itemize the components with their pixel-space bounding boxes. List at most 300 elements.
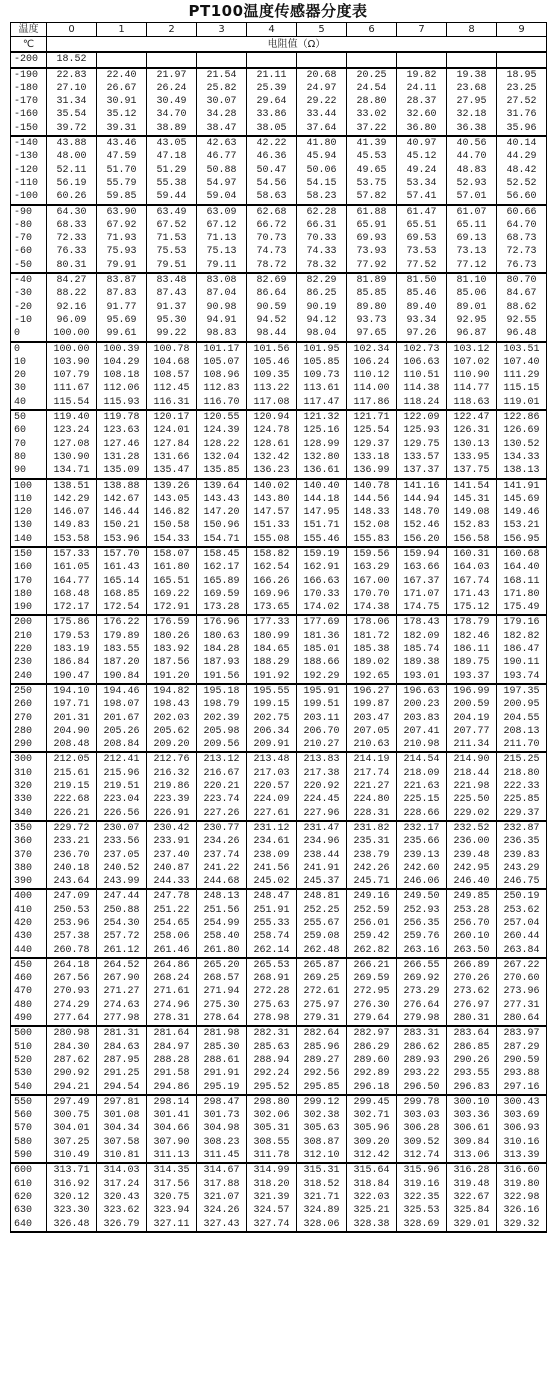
- temperature-cell: -150: [11, 122, 47, 136]
- resistance-cell: 142.29: [47, 493, 97, 506]
- resistance-cell: 212.05: [47, 752, 97, 766]
- resistance-cell: 153.96: [97, 533, 147, 547]
- resistance-cell: 321.39: [247, 1191, 297, 1204]
- resistance-cell: 165.14: [97, 575, 147, 588]
- resistance-cell: 274.96: [147, 999, 197, 1012]
- resistance-cell: 262.14: [247, 944, 297, 958]
- resistance-cell: 311.13: [147, 1149, 197, 1163]
- resistance-cell: 301.41: [147, 1109, 197, 1122]
- table-row: [11, 519, 547, 532]
- resistance-cell: 309.20: [347, 1136, 397, 1149]
- resistance-cell: 255.67: [297, 917, 347, 930]
- resistance-cell: 260.44: [497, 930, 547, 943]
- table-row: [11, 245, 547, 258]
- resistance-cell: 75.53: [147, 245, 197, 258]
- table-row: [11, 150, 547, 163]
- resistance-cell: 224.09: [247, 793, 297, 806]
- resistance-cell: 241.56: [247, 862, 297, 875]
- resistance-cell: 193.74: [497, 670, 547, 684]
- resistance-cell: 21.97: [147, 68, 197, 82]
- resistance-cell: 251.91: [247, 904, 297, 917]
- resistance-cell: 190.11: [497, 656, 547, 669]
- resistance-cell: 186.84: [47, 656, 97, 669]
- resistance-cell: 186.11: [447, 643, 497, 656]
- resistance-cell: 169.96: [247, 588, 297, 601]
- resistance-cell: 165.51: [147, 575, 197, 588]
- resistance-cell: 141.54: [447, 479, 497, 493]
- resistance-cell: 161.80: [147, 561, 197, 574]
- resistance-cell: 297.81: [97, 1095, 147, 1109]
- resistance-cell: 22.83: [47, 68, 97, 82]
- resistance-cell: 201.31: [47, 712, 97, 725]
- temperature-cell: 60: [11, 424, 47, 437]
- resistance-cell: 178.79: [447, 615, 497, 629]
- resistance-cell: 282.31: [247, 1026, 297, 1040]
- resistance-cell: 121.71: [347, 410, 397, 424]
- resistance-cell: 175.49: [497, 601, 547, 615]
- resistance-cell: 322.35: [397, 1191, 447, 1204]
- resistance-cell: 249.50: [397, 889, 447, 903]
- resistance-cell: 161.05: [47, 561, 97, 574]
- resistance-cell: 180.26: [147, 630, 197, 643]
- resistance-cell: 324.26: [197, 1204, 247, 1217]
- resistance-cell: 156.20: [397, 533, 447, 547]
- resistance-cell: 82.29: [297, 273, 347, 287]
- resistance-cell: 314.03: [97, 1163, 147, 1177]
- resistance-cell: 221.63: [397, 780, 447, 793]
- resistance-cell: 21.54: [197, 68, 247, 82]
- resistance-cell: 150.96: [197, 519, 247, 532]
- resistance-cell: 46.36: [247, 150, 297, 163]
- table-row: [11, 369, 547, 382]
- table-row: [11, 821, 547, 835]
- resistance-cell: 279.64: [347, 1012, 397, 1026]
- temperature-cell: 400: [11, 889, 47, 903]
- resistance-cell: 247.09: [47, 889, 97, 903]
- resistance-cell: 313.39: [497, 1149, 547, 1163]
- resistance-cell: 152.83: [447, 519, 497, 532]
- resistance-cell: 213.12: [197, 752, 247, 766]
- resistance-cell: 21.11: [247, 68, 297, 82]
- temperature-cell: 640: [11, 1218, 47, 1232]
- resistance-cell: 254.65: [147, 917, 197, 930]
- resistance-cell: 308.23: [197, 1136, 247, 1149]
- resistance-cell: 264.52: [97, 958, 147, 972]
- table-row: [11, 301, 547, 314]
- resistance-cell: 217.03: [247, 767, 297, 780]
- resistance-cell: 242.26: [347, 862, 397, 875]
- resistance-cell: 89.01: [447, 301, 497, 314]
- resistance-cell: 42.22: [247, 136, 297, 150]
- resistance-cell: 187.93: [197, 656, 247, 669]
- resistance-cell: 190.47: [47, 670, 97, 684]
- resistance-cell: 136.61: [297, 464, 347, 478]
- resistance-cell: 236.00: [447, 835, 497, 848]
- resistance-cell: 25.39: [247, 82, 297, 95]
- resistance-cell: 293.22: [397, 1067, 447, 1080]
- resistance-cell: 76.33: [47, 245, 97, 258]
- resistance-cell: 133.95: [447, 451, 497, 464]
- resistance-cell: 127.84: [147, 438, 197, 451]
- resistance-cell: 275.97: [297, 999, 347, 1012]
- resistance-cell: 290.92: [47, 1067, 97, 1080]
- resistance-cell: 198.43: [147, 698, 197, 711]
- resistance-cell: 131.66: [147, 451, 197, 464]
- resistance-cell: 214.54: [397, 752, 447, 766]
- resistance-cell: 256.35: [397, 917, 447, 930]
- resistance-cell: 294.54: [97, 1081, 147, 1095]
- resistance-cell: 259.08: [297, 930, 347, 943]
- resistance-cell: 143.80: [247, 493, 297, 506]
- resistance-cell: 296.18: [347, 1081, 397, 1095]
- resistance-cell: 260.10: [447, 930, 497, 943]
- temperature-cell: 560: [11, 1109, 47, 1122]
- resistance-cell: 113.61: [297, 382, 347, 395]
- resistance-cell: 268.24: [147, 972, 197, 985]
- resistance-cell: 295.85: [297, 1081, 347, 1095]
- resistance-cell: 88.62: [497, 301, 547, 314]
- temperature-cell: -40: [11, 273, 47, 287]
- resistance-cell: 267.22: [497, 958, 547, 972]
- resistance-cell: 309.52: [397, 1136, 447, 1149]
- resistance-cell: 35.54: [47, 108, 97, 121]
- unit-header-row: [11, 37, 547, 53]
- resistance-cell: 300.75: [47, 1109, 97, 1122]
- resistance-cell: 139.64: [197, 479, 247, 493]
- resistance-cell: 176.59: [147, 615, 197, 629]
- resistance-cell: 224.45: [297, 793, 347, 806]
- resistance-cell: 298.47: [197, 1095, 247, 1109]
- resistance-cell: 158.45: [197, 547, 247, 561]
- column-header: 6: [347, 23, 397, 37]
- resistance-cell: 28.80: [347, 95, 397, 108]
- temperature-cell: 600: [11, 1163, 47, 1177]
- resistance-cell: 63.09: [197, 205, 247, 219]
- resistance-cell: 252.25: [297, 904, 347, 917]
- column-header: 4: [247, 23, 297, 37]
- temperature-cell: -110: [11, 177, 47, 190]
- resistance-cell: 316.60: [497, 1163, 547, 1177]
- resistance-cell: 168.11: [497, 575, 547, 588]
- resistance-cell: 81.50: [397, 273, 447, 287]
- resistance-cell: 326.48: [47, 1218, 97, 1232]
- table-row: [11, 314, 547, 327]
- resistance-cell: 61.88: [347, 205, 397, 219]
- resistance-cell: 304.66: [147, 1122, 197, 1135]
- temperature-cell: 280: [11, 725, 47, 738]
- resistance-cell: 62.68: [247, 205, 297, 219]
- resistance-cell: 207.05: [347, 725, 397, 738]
- resistance-cell: 75.93: [97, 245, 147, 258]
- resistance-cell: 138.88: [97, 479, 147, 493]
- resistance-cell: 155.08: [247, 533, 297, 547]
- resistance-cell: 248.47: [247, 889, 297, 903]
- resistance-cell: 112.45: [147, 382, 197, 395]
- resistance-cell: 215.96: [97, 767, 147, 780]
- resistance-cell: 306.61: [447, 1122, 497, 1135]
- resistance-cell: 163.29: [347, 561, 397, 574]
- resistance-cell: 248.13: [197, 889, 247, 903]
- resistance-cell: 117.08: [247, 396, 297, 410]
- resistance-cell: 302.06: [247, 1109, 297, 1122]
- resistance-cell: 77.12: [447, 259, 497, 273]
- resistance-cell: 144.94: [397, 493, 447, 506]
- resistance-cell: 273.96: [497, 985, 547, 998]
- resistance-cell: 295.19: [197, 1081, 247, 1095]
- resistance-cell: 235.66: [397, 835, 447, 848]
- resistance-cell: 108.18: [97, 369, 147, 382]
- resistance-cell: 196.99: [447, 684, 497, 698]
- resistance-cell: [247, 52, 297, 67]
- resistance-cell: 246.40: [447, 875, 497, 889]
- resistance-cell: 42.63: [197, 136, 247, 150]
- resistance-cell: 132.42: [247, 451, 297, 464]
- resistance-cell: 263.50: [447, 944, 497, 958]
- table-row: [11, 738, 547, 752]
- resistance-cell: 179.89: [97, 630, 147, 643]
- resistance-cell: 59.85: [97, 190, 147, 204]
- table-row: [11, 382, 547, 395]
- resistance-cell: 279.31: [297, 1012, 347, 1026]
- resistance-cell: 63.90: [97, 205, 147, 219]
- resistance-cell: 58.23: [297, 190, 347, 204]
- resistance-cell: 179.53: [47, 630, 97, 643]
- resistance-cell: 329.01: [447, 1218, 497, 1232]
- resistance-cell: 228.66: [397, 807, 447, 821]
- resistance-cell: 91.77: [97, 301, 147, 314]
- resistance-cell: 112.83: [197, 382, 247, 395]
- resistance-cell: 34.70: [147, 108, 197, 121]
- resistance-cell: 40.97: [397, 136, 447, 150]
- resistance-cell: 319.80: [497, 1178, 547, 1191]
- resistance-cell: 219.51: [97, 780, 147, 793]
- resistance-cell: 126.31: [447, 424, 497, 437]
- resistance-cell: 189.75: [447, 656, 497, 669]
- temperature-cell: 20: [11, 369, 47, 382]
- temperature-cell: 440: [11, 944, 47, 958]
- resistance-cell: 286.29: [347, 1041, 397, 1054]
- resistance-cell: 25.82: [197, 82, 247, 95]
- resistance-cell: 272.61: [297, 985, 347, 998]
- resistance-cell: 167.74: [447, 575, 497, 588]
- resistance-cell: 248.81: [297, 889, 347, 903]
- resistance-cell: 250.53: [47, 904, 97, 917]
- table-row: [11, 972, 547, 985]
- temperature-cell: 620: [11, 1191, 47, 1204]
- resistance-cell: 257.04: [497, 917, 547, 930]
- resistance-cell: 164.77: [47, 575, 97, 588]
- resistance-cell: 162.54: [247, 561, 297, 574]
- resistance-cell: 69.13: [447, 232, 497, 245]
- resistance-cell: 327.74: [247, 1218, 297, 1232]
- resistance-cell: 77.52: [397, 259, 447, 273]
- resistance-cell: 212.76: [147, 752, 197, 766]
- resistance-cell: 199.51: [297, 698, 347, 711]
- table-row: [11, 930, 547, 943]
- resistance-cell: 45.94: [297, 150, 347, 163]
- resistance-cell: 200.23: [397, 698, 447, 711]
- resistance-cell: 45.53: [347, 150, 397, 163]
- resistance-cell: [147, 52, 197, 67]
- resistance-cell: 145.69: [497, 493, 547, 506]
- temperature-cell: 40: [11, 396, 47, 410]
- resistance-cell: 103.12: [447, 342, 497, 356]
- resistance-cell: 60.66: [497, 205, 547, 219]
- resistance-cell: 72.33: [47, 232, 97, 245]
- temperature-cell: 170: [11, 575, 47, 588]
- temperature-cell: 200: [11, 615, 47, 629]
- resistance-cell: 189.02: [347, 656, 397, 669]
- resistance-cell: 277.64: [47, 1012, 97, 1026]
- resistance-cell: 90.59: [247, 301, 297, 314]
- resistance-cell: 89.80: [347, 301, 397, 314]
- table-row: [11, 698, 547, 711]
- resistance-cell: 130.52: [497, 438, 547, 451]
- resistance-cell: [497, 52, 547, 67]
- resistance-cell: 122.47: [447, 410, 497, 424]
- resistance-cell: 231.12: [247, 821, 297, 835]
- table-row: [11, 561, 547, 574]
- resistance-cell: 210.27: [297, 738, 347, 752]
- resistance-cell: 18.52: [47, 52, 97, 67]
- temperature-cell: 610: [11, 1178, 47, 1191]
- resistance-cell: 50.06: [297, 164, 347, 177]
- resistance-cell: 164.03: [447, 561, 497, 574]
- resistance-cell: 67.12: [197, 219, 247, 232]
- resistance-cell: 90.19: [297, 301, 347, 314]
- resistance-cell: 304.34: [97, 1122, 147, 1135]
- resistance-cell: 119.78: [97, 410, 147, 424]
- resistance-cell: 114.38: [397, 382, 447, 395]
- resistance-cell: 184.28: [197, 643, 247, 656]
- resistance-cell: 43.88: [47, 136, 97, 150]
- resistance-cell: 259.42: [347, 930, 397, 943]
- resistance-cell: 223.04: [97, 793, 147, 806]
- resistance-cell: 79.91: [97, 259, 147, 273]
- table-row: [11, 95, 547, 108]
- resistance-cell: 210.63: [347, 738, 397, 752]
- resistance-cell: 290.59: [497, 1054, 547, 1067]
- resistance-cell: 28.37: [397, 95, 447, 108]
- resistance-cell: 285.63: [247, 1041, 297, 1054]
- resistance-cell: 264.86: [147, 958, 197, 972]
- resistance-cell: 241.91: [297, 862, 347, 875]
- temperature-cell: 30: [11, 382, 47, 395]
- resistance-cell: 234.26: [197, 835, 247, 848]
- resistance-cell: 260.78: [47, 944, 97, 958]
- resistance-cell: 297.49: [47, 1095, 97, 1109]
- temperature-cell: 510: [11, 1041, 47, 1054]
- resistance-cell: 306.28: [397, 1122, 447, 1135]
- resistance-cell: 47.59: [97, 150, 147, 163]
- temperature-cell: -90: [11, 205, 47, 219]
- resistance-cell: 64.70: [497, 219, 547, 232]
- table-row: [11, 1191, 547, 1204]
- resistance-cell: 165.89: [197, 575, 247, 588]
- resistance-cell: 168.85: [97, 588, 147, 601]
- resistance-cell: 209.56: [197, 738, 247, 752]
- resistance-cell: 217.74: [347, 767, 397, 780]
- resistance-cell: 268.57: [197, 972, 247, 985]
- resistance-cell: 45.12: [397, 150, 447, 163]
- resistance-cell: 179.16: [497, 615, 547, 629]
- resistance-cell: 153.58: [47, 533, 97, 547]
- resistance-cell: 238.09: [247, 849, 297, 862]
- resistance-cell: 172.54: [97, 601, 147, 615]
- resistance-cell: 57.01: [447, 190, 497, 204]
- resistance-cell: 314.99: [247, 1163, 297, 1177]
- resistance-cell: 213.83: [297, 752, 347, 766]
- table-row: [11, 273, 547, 287]
- resistance-cell: 278.31: [147, 1012, 197, 1026]
- resistance-cell: 171.43: [447, 588, 497, 601]
- resistance-cell: 178.43: [397, 615, 447, 629]
- resistance-cell: 158.07: [147, 547, 197, 561]
- resistance-cell: 321.07: [197, 1191, 247, 1204]
- resistance-cell: 317.24: [97, 1178, 147, 1191]
- resistance-cell: 280.31: [447, 1012, 497, 1026]
- resistance-cell: 27.95: [447, 95, 497, 108]
- resistance-cell: 32.18: [447, 108, 497, 121]
- temperature-cell: 630: [11, 1204, 47, 1217]
- resistance-cell: 38.05: [247, 122, 297, 136]
- resistance-cell: 227.96: [297, 807, 347, 821]
- temperature-cell: 330: [11, 793, 47, 806]
- resistance-cell: 195.91: [297, 684, 347, 698]
- resistance-cell: 149.46: [497, 506, 547, 519]
- resistance-cell: 176.96: [197, 615, 247, 629]
- resistance-cell: 120.94: [247, 410, 297, 424]
- resistance-cell: 298.80: [247, 1095, 297, 1109]
- resistance-cell: 34.28: [197, 108, 247, 121]
- table-row: [11, 219, 547, 232]
- resistance-cell: [397, 52, 447, 67]
- resistance-cell: 255.33: [247, 917, 297, 930]
- resistance-cell: 183.92: [147, 643, 197, 656]
- resistance-cell: 205.26: [97, 725, 147, 738]
- resistance-cell: 155.46: [297, 533, 347, 547]
- resistance-cell: 46.77: [197, 150, 247, 163]
- resistance-cell: 253.62: [497, 904, 547, 917]
- resistance-cell: 292.24: [247, 1067, 297, 1080]
- temperature-cell: 0: [11, 327, 47, 341]
- resistance-cell: 184.65: [247, 643, 297, 656]
- resistance-cell: 113.22: [247, 382, 297, 395]
- table-row: [11, 1204, 547, 1217]
- resistance-cell: 182.82: [497, 630, 547, 643]
- table-row: [11, 1109, 547, 1122]
- table-row: [11, 725, 547, 738]
- resistance-cell: 119.01: [497, 396, 547, 410]
- resistance-cell: 192.29: [297, 670, 347, 684]
- resistance-cell: 303.69: [497, 1109, 547, 1122]
- temperature-cell: -70: [11, 232, 47, 245]
- resistance-cell: 214.19: [347, 752, 397, 766]
- resistance-cell: 56.19: [47, 177, 97, 190]
- resistance-cell: 310.16: [497, 1136, 547, 1149]
- resistance-cell: 237.05: [97, 849, 147, 862]
- temperature-cell: 130: [11, 519, 47, 532]
- resistance-cell: 206.70: [297, 725, 347, 738]
- resistance-cell: 302.71: [347, 1109, 397, 1122]
- resistance-cell: 195.18: [197, 684, 247, 698]
- resistance-cell: 97.26: [397, 327, 447, 341]
- resistance-cell: 195.55: [247, 684, 297, 698]
- temp-unit-label: ℃: [11, 37, 47, 53]
- resistance-cell: 271.27: [97, 985, 147, 998]
- resistance-cell: 186.47: [497, 643, 547, 656]
- table-row: [11, 630, 547, 643]
